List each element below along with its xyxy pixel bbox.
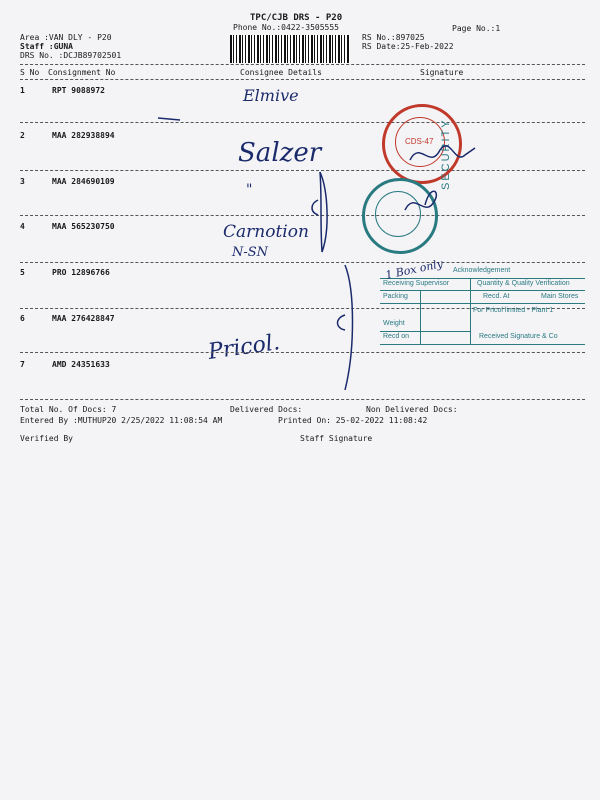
column-consignee: Consignee Details [240, 68, 322, 77]
entered-by: Entered By :MUTHUP20 2/25/2022 11:08:54 AM [20, 416, 223, 425]
handwritten-consignee: Carnotion [223, 222, 309, 242]
delivered-docs: Delivered Docs: [230, 405, 303, 414]
row-sno: 3 [20, 177, 25, 186]
handwritten-consignee: Pricol. [206, 330, 282, 365]
printed-on: Printed On: 25-02-2022 11:08:42 [278, 416, 428, 425]
row-sno: 7 [20, 360, 25, 369]
document-title: TPC/CJB DRS - P20 [250, 13, 343, 23]
divider [20, 79, 585, 80]
divider [20, 64, 585, 65]
row-consignment: MAA 565230750 [52, 222, 115, 231]
stamp-recd-on: Recd on [383, 333, 410, 340]
row-consignment: MAA 284690109 [52, 177, 115, 186]
verified-by: Verified By [20, 434, 73, 443]
rs-number: RS No.:897025 [362, 33, 425, 42]
row-sno: 4 [20, 222, 25, 231]
row-consignment: MAA 276428847 [52, 314, 115, 323]
total-docs: Total No. Of Docs: 7 [20, 405, 117, 414]
handwritten-consignee: " [246, 182, 253, 198]
handwritten-note: N-SN [232, 245, 269, 260]
row-sno: 2 [20, 131, 25, 140]
barcode [230, 35, 350, 63]
stamp-recd-at: Recd. At [483, 293, 510, 300]
row-sno: 5 [20, 268, 25, 277]
row-consignment: MAA 282938894 [52, 131, 115, 140]
row-sno: 6 [20, 314, 25, 323]
handwriting-strokes [150, 100, 390, 400]
stamp-weight: Weight [383, 320, 405, 327]
column-signature: Signature [420, 68, 464, 77]
row-consignment: RPT 9088972 [52, 86, 105, 95]
row-sno: 1 [20, 86, 25, 95]
stamp-main-stores: Main Stores [541, 293, 579, 300]
stamp-qv: Quantity & Quality Verification [477, 280, 570, 287]
rs-date: RS Date:25-Feb-2022 [362, 42, 454, 51]
red-stamp-code: CDS-47 [405, 137, 434, 146]
phone-number: Phone No.:0422-3505555 [233, 23, 339, 32]
staff-label: Staff :GUNA [20, 42, 73, 51]
stamp-heading: Acknowledgement [453, 267, 511, 274]
area-label: Area :VAN DLY - P20 [20, 33, 112, 42]
non-delivered-docs: Non Delivered Docs: [366, 405, 458, 414]
security-stamp: SECURITY [440, 118, 452, 190]
drs-number: DRS No. :DCJB89702501 [20, 51, 122, 60]
signature-scribble [395, 130, 485, 230]
stamp-receiver: Received Signature & Co [479, 333, 558, 340]
stamp-supervisor: Receiving Supervisor [383, 280, 450, 287]
row-consignment: PRO 12896766 [52, 268, 110, 277]
row-consignment: AMD 24351633 [52, 360, 110, 369]
column-sno: S No [20, 68, 40, 77]
page-number: Page No.:1 [452, 24, 501, 33]
handwritten-consignee: Elmive [243, 86, 299, 105]
stamp-company: For Pricol limited - Plant 1 [473, 307, 554, 314]
stamp-packing: Packing [383, 293, 408, 300]
handwritten-consignee: Salzer [238, 138, 322, 168]
column-consignment: Consignment No [48, 68, 116, 77]
staff-signature: Staff Signature [300, 434, 373, 443]
handwritten-box-note: 1 Box only [384, 257, 445, 282]
